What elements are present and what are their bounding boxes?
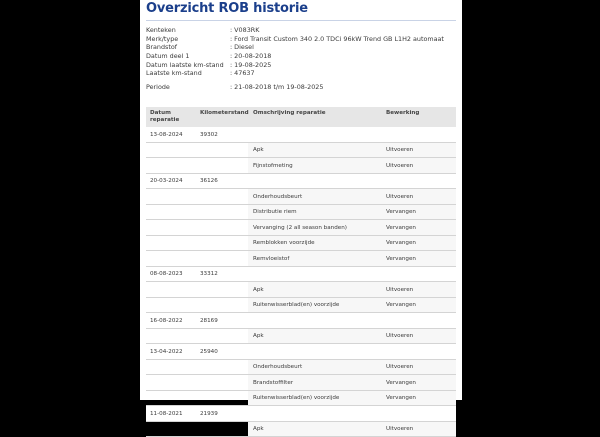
repair-item-row [146,236,456,252]
repair-description: Onderhoudsbeurt [253,364,302,370]
info-row-make-type [146,35,458,44]
repair-action: Vervangen [386,302,416,308]
repair-action: Uitvoeren [386,364,413,370]
info-label: Datum deel 1 [146,52,189,61]
repair-description: Ruitenwisserblad(en) voorzijde [253,302,339,308]
repair-action: Uitvoeren [386,426,413,432]
repair-description: Distributie riem [253,209,297,215]
info-label: Datum laatste km-stand [146,61,224,70]
repair-history-table [146,107,456,437]
info-row-last-km-date [146,61,458,70]
repair-action: Vervangen [386,395,416,401]
repair-km: 21939 [200,411,218,417]
info-label: Periode [146,83,170,92]
info-label: Brandstof [146,43,177,52]
repair-item-row [146,391,456,407]
repair-date-row [146,267,456,283]
repair-item-row [146,251,456,267]
repair-item-row [146,298,456,314]
info-row-registration-date [146,52,458,61]
info-value: : V083RK [230,26,259,35]
repair-date: 20-03-2024 [150,178,183,184]
repair-item-row [146,143,456,159]
info-value: : 19-08-2025 [230,61,271,70]
table-header [146,107,456,127]
header-description: Omschrijving reparatie [253,110,326,117]
vehicle-info [146,26,458,91]
repair-description: Remblokken voorzijde [253,240,315,246]
repair-description: Apk [253,426,264,432]
info-row-last-km [146,69,458,78]
repair-description: Brandstoffilter [253,380,293,386]
repair-description: Apk [253,333,264,339]
repair-action: Vervangen [386,256,416,262]
table-body [146,127,456,437]
repair-action: Vervangen [386,209,416,215]
repair-km: 39302 [200,132,218,138]
repair-date-row [146,174,456,190]
repair-item-row [146,158,456,174]
repair-action: Uitvoeren [386,147,413,153]
info-label: Kenteken [146,26,176,35]
repair-item-row [146,329,456,345]
repair-description: Vervanging (2 all season banden) [253,225,347,231]
title-divider [146,20,456,21]
info-row-period [146,83,458,92]
repair-description: Remvloeistof [253,256,289,262]
repair-description: Onderhoudsbeurt [253,194,302,200]
repair-action: Vervangen [386,240,416,246]
repair-action: Vervangen [386,380,416,386]
repair-item-row [146,422,456,437]
repair-item-row [146,282,456,298]
repair-action: Uitvoeren [386,333,413,339]
repair-action: Vervangen [386,225,416,231]
repair-date: 11-08-2021 [150,411,183,417]
repair-item-row [146,205,456,221]
info-row-fuel [146,43,458,52]
repair-date: 08-08-2023 [150,271,183,277]
info-value: : Diesel [230,43,254,52]
info-value: : 47637 [230,69,255,78]
repair-description: Apk [253,147,264,153]
repair-description: Fijnstofmeting [253,163,293,169]
repair-km: 33312 [200,271,218,277]
repair-km: 28169 [200,318,218,324]
repair-item-row [146,375,456,391]
repair-description: Apk [253,287,264,293]
repair-date: 13-04-2022 [150,349,183,355]
info-label: Laatste km-stand [146,69,202,78]
repair-action: Uitvoeren [386,163,413,169]
repair-action: Uitvoeren [386,287,413,293]
repair-item-row [146,360,456,376]
rob-history-document [140,0,462,400]
repair-date-row [146,344,456,360]
header-action: Bewerking [386,110,419,117]
info-value: : 21-08-2018 t/m 19-08-2025 [230,83,323,92]
repair-date-row [146,127,456,143]
page-title: Overzicht ROB historie [146,1,308,16]
info-row-license-plate [146,26,458,35]
header-km: Kilometerstand [200,110,249,117]
repair-action: Uitvoeren [386,194,413,200]
repair-date: 16-08-2022 [150,318,183,324]
info-value: : 20-08-2018 [230,52,271,61]
repair-date-row [146,313,456,329]
repair-description: Ruitenwisserblad(en) voorzijde [253,395,339,401]
repair-item-row [146,189,456,205]
repair-item-row [146,220,456,236]
info-value: : Ford Transit Custom 340 2.0 TDCi 96kW Trend GB L1H2 automaat [230,35,444,44]
repair-km: 36126 [200,178,218,184]
repair-date-row [146,406,456,422]
repair-km: 25940 [200,349,218,355]
header-date: Datum reparatie [150,110,190,123]
repair-date: 13-08-2024 [150,132,183,138]
info-label: Merk/type [146,35,178,44]
